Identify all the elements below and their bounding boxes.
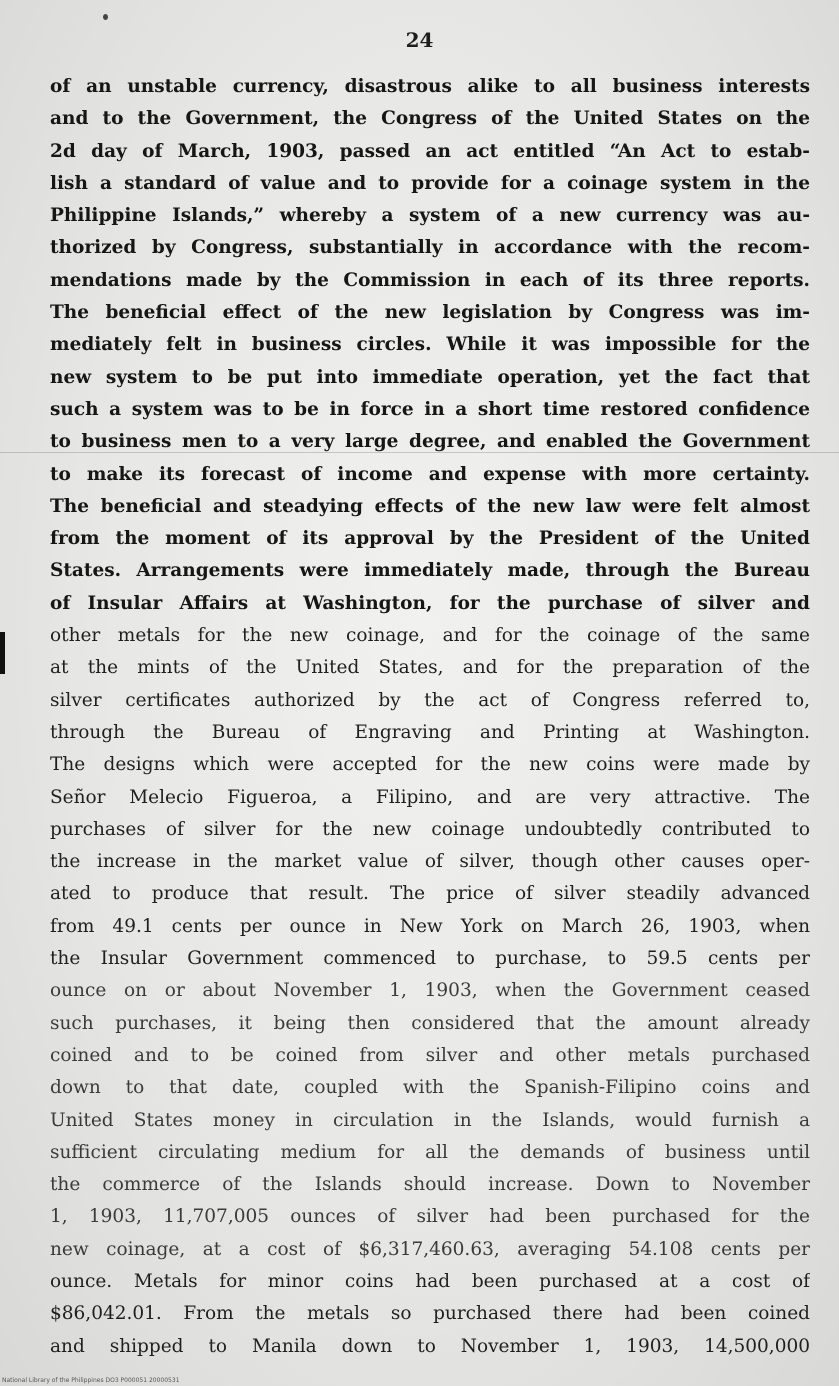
scan-credit-label: National Library of the Philippines DO3 P000051 20000531 (2, 1377, 180, 1384)
text-line-7: mendations made by the Commission in each of its three reports. (50, 269, 810, 291)
text-line-14: The beneficial and steadying effects of the new law were felt almost (50, 495, 810, 517)
text-line-33: United States money in circulation in the Islands, would furnish a (50, 1109, 810, 1131)
text-line-2: and to the Government, the Congress of the United States on the (50, 108, 810, 130)
text-line-21: through the Bureau of Engraving and Printing at Washington. (50, 721, 810, 743)
ink-speck (103, 14, 108, 20)
text-line-12: to business men to a very large degree, and enabled the Government (50, 431, 810, 453)
text-line-26: ated to produce that result. The price of silver steadily advanced (50, 883, 810, 905)
text-line-8: The beneficial effect of the new legislation by Congress was im- (50, 302, 810, 324)
text-line-9: mediately felt in business circles. While it was impossible for the (50, 334, 810, 356)
text-line-3: 2d day of March, 1903, passed an act entitled “An Act to estab- (50, 140, 810, 162)
text-line-37: new coinage, at a cost of $6,317,460.63, averaging 54.108 cents per (50, 1238, 810, 1260)
text-line-36: 1, 1903, 11,707,005 ounces of silver had been purchased for the (50, 1206, 810, 1228)
text-line-16: States. Arrangements were immediately made, through the Bureau (50, 560, 810, 582)
text-line-6: thorized by Congress, substantially in accordance with the recom- (50, 237, 810, 259)
text-line-4: lish a standard of value and to provide for a coinage system in the (50, 172, 810, 194)
page-number: 24 (405, 28, 434, 52)
text-line-22: The designs which were accepted for the new coins were made by (50, 754, 810, 776)
text-line-5: Philippine Islands,” whereby a system of a new currency was au- (50, 205, 810, 227)
text-line-18: other metals for the new coinage, and for the coinage of the same (50, 625, 810, 647)
body-text (50, 71, 810, 1363)
text-line-30: such purchases, it being then considered that the amount already (50, 1012, 810, 1034)
text-line-27: from 49.1 cents per ounce in New York on March 26, 1903, when (50, 915, 810, 937)
text-line-20: silver certificates authorized by the act of Congress referred to, (50, 689, 810, 711)
text-line-25: the increase in the market value of silver, though other causes oper- (50, 851, 810, 873)
text-line-32: down to that date, coupled with the Spanish-Filipino coins and (50, 1077, 810, 1099)
text-line-28: the Insular Government commenced to purchase, to 59.5 cents per (50, 948, 810, 970)
text-line-1: of an unstable currency, disastrous alike to all business interests (50, 76, 810, 97)
text-line-29: ounce on or about November 1, 1903, when the Government ceased (50, 980, 810, 1002)
text-line-23: Señor Melecio Figueroa, a Filipino, and are very attractive. The (50, 786, 810, 808)
text-line-11: such a system was to be in force in a short time restored confidence (50, 398, 810, 420)
text-line-38: ounce. Metals for minor coins had been purchased at a cost of (50, 1270, 810, 1292)
text-line-24: purchases of silver for the new coinage undoubtedly contributed to (50, 818, 810, 840)
text-line-15: from the moment of its approval by the President of the United (50, 528, 810, 550)
text-line-34: sufficient circulating medium for all the demands of business until (50, 1141, 810, 1163)
text-line-10: new system to be put into immediate operation, yet the fact that (50, 366, 810, 388)
text-line-17: of Insular Affairs at Washington, for the purchase of silver and (50, 592, 810, 614)
text-line-39: $86,042.01. From the metals so purchased there had been coined (50, 1303, 810, 1325)
text-line-19: at the mints of the United States, and for the preparation of the (50, 657, 810, 679)
scan-edge-mark (0, 632, 5, 674)
text-line-13: to make its forecast of income and expense with more certainty. (50, 463, 810, 485)
text-line-31: coined and to be coined from silver and other metals purchased (50, 1044, 810, 1066)
text-line-40: and shipped to Manila down to November 1, 1903, 14,500,000 (50, 1335, 810, 1357)
text-line-35: the commerce of the Islands should increase. Down to November (50, 1174, 810, 1196)
